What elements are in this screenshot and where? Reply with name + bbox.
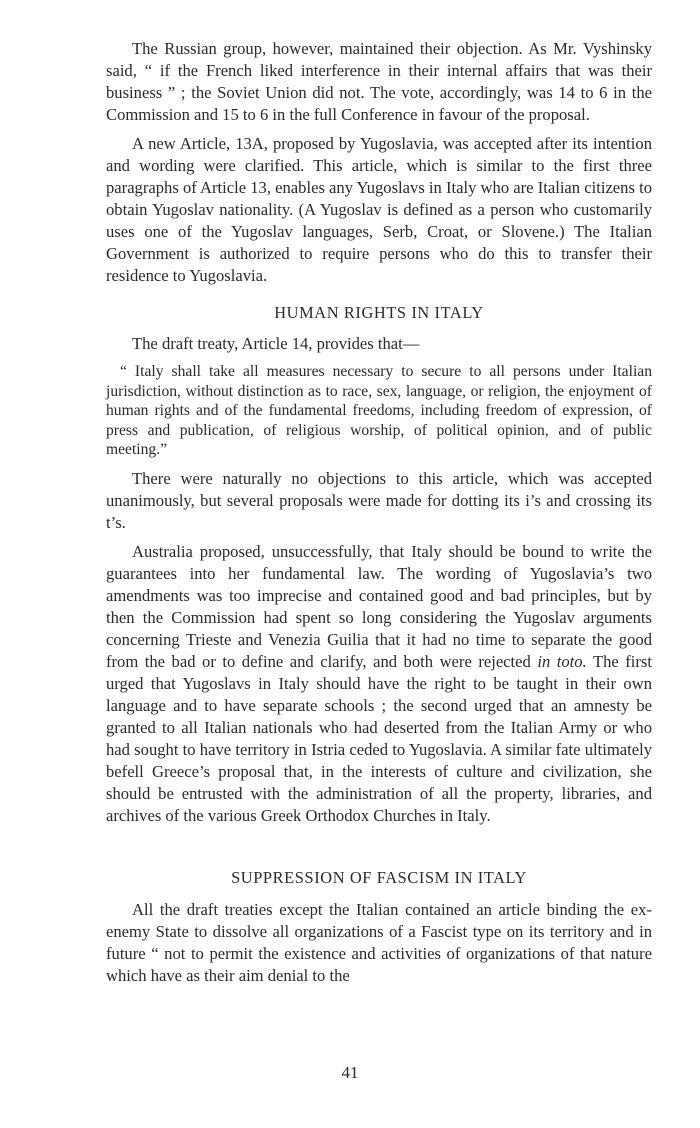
proposals-text-end: The first urged that Yugoslavs in Italy should have the right to be taught in their own language and to have separate schools ; the second urged that an amnesty be granted to all Italian nationals who had deserted from the Italian Army or who had sought to have territory in Istria ceded to Yugoslavia. A similar fate ultimately befell Greece’s proposal that, in the interests of culture and civilization, she should be entrusted with the administration of all the property, libraries, and archives of the various Greek Orthodox Churches in Italy. bbox=[106, 651, 652, 825]
paragraph-fascism-article: All the draft treaties except the Italian contained an article binding the ex-enemy State to dissolve all organizations of a Fascist type on its territory and in future “ not to permit the existence and activities of organizations of that nature which have as their aim denial to the bbox=[106, 899, 652, 985]
heading-suppression-of-fascism: SUPPRESSION OF FASCISM IN ITALY bbox=[231, 867, 527, 887]
paragraph-no-objections: There were naturally no objections to this article, which was accepted unanimously, but several proposals were made for dotting its i’s and crossing its t’s. bbox=[106, 468, 652, 532]
book-page bbox=[106, 38, 652, 994]
paragraph-article-14-intro: The draft treaty, Article 14, provides that— bbox=[132, 334, 420, 353]
paragraph-russian-objection: The Russian group, however, maintained their objection. As Mr. Vyshinsky said, “ if the French liked interference in their internal affairs that was their business ” ; the Soviet Union did not. The vote, accordingly, was 14 to 6 in the Commission and 15 to 6 in the full Conference in favour of the proposal. bbox=[106, 39, 652, 124]
paragraph-article-13a: A new Article, 13A, proposed by Yugoslavia, was accepted after its intention and wording were clarified. This article, which is similar to the first three paragraphs of Article 13, enables any Yugoslavs in Italy who are Italian citizens to obtain Yugoslav nationality. (A Yugoslav is defined as a person who customarily uses one of the Yugoslav languages, Serb, Croat, or Slovene.) The Italian Government is authorized to require persons who do this to transfer their residence to Yugoslavia. bbox=[106, 134, 652, 285]
heading-human-rights: HUMAN RIGHTS IN ITALY bbox=[274, 303, 484, 322]
italic-in-toto: in toto. bbox=[537, 651, 587, 671]
quote-article-14: “ Italy shall take all measures necessary to secure to all persons under Italian jurisdiction, without distinction as to race, sex, language, or religion, the enjoyment of human rights and of the fundamental freedoms, including freedom of expression, of press and publication, of religious worship, of political opinion, and of public meeting.” bbox=[106, 363, 652, 459]
page-number: 41 bbox=[341, 1063, 359, 1082]
paragraph-proposals bbox=[106, 541, 652, 827]
proposals-text-start: Australia proposed, unsuccessfully, that Italy should be bound to write the guarantees into her fundamental law. The wording of Yugoslavia’s two amendments was too imprecise and contained good and bad principles, but by then the Commission had spent so long considering the Yugoslav arguments concerning Trieste and Venezia Guilia that it had no time to separate the good from the bad or to define and clarify, and both were rejected bbox=[106, 541, 652, 671]
